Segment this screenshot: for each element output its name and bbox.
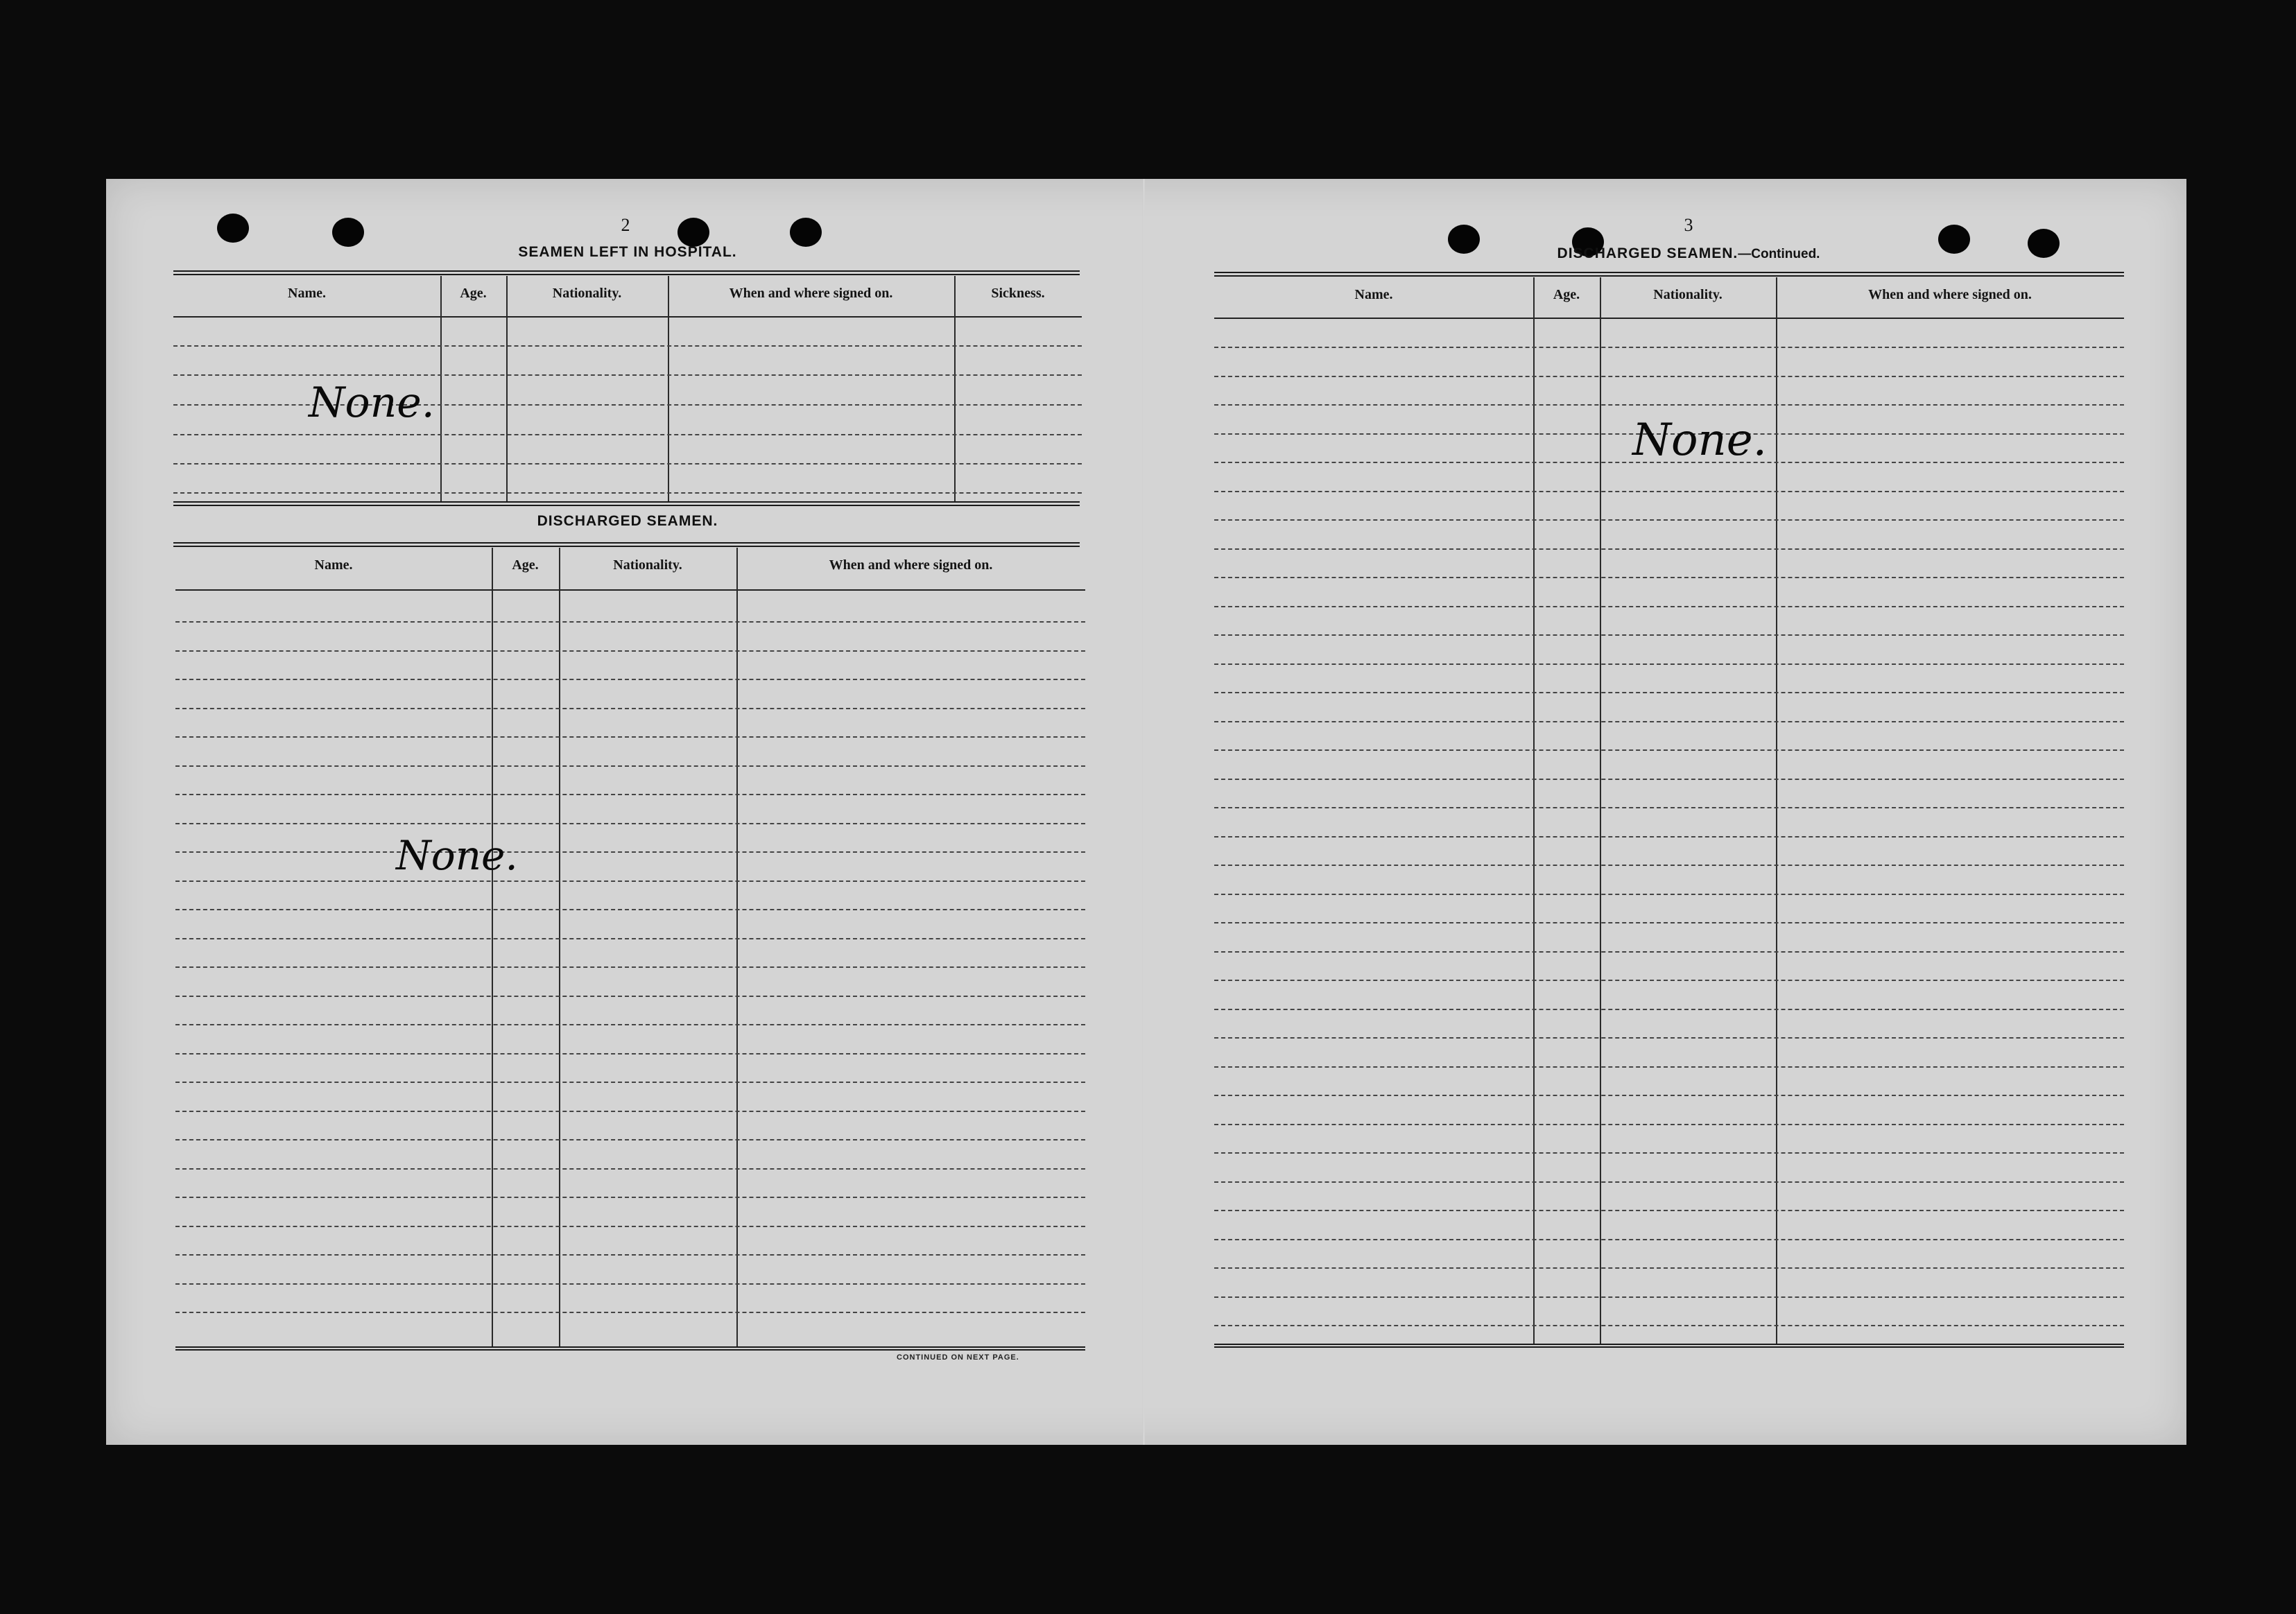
table-row xyxy=(1214,404,2124,406)
header-rule xyxy=(175,589,1085,591)
column-header-name: Name. xyxy=(288,286,326,301)
table-row xyxy=(1214,347,2124,348)
hospital-table xyxy=(173,276,1082,501)
column-header-age: Age. xyxy=(1553,287,1580,302)
page-number: 2 xyxy=(621,215,630,235)
table-bottom-rule xyxy=(175,1346,1085,1351)
table-row xyxy=(1214,951,2124,953)
table-row xyxy=(1214,836,2124,838)
column-header-nationality: Nationality. xyxy=(1653,287,1723,302)
table-row xyxy=(1214,491,2124,492)
column-header-name: Name. xyxy=(1354,287,1393,302)
handwritten-entry: None. xyxy=(1632,415,1767,466)
table-row xyxy=(1214,1152,2124,1154)
table-row xyxy=(175,909,1085,910)
table-row xyxy=(1214,577,2124,578)
discharged-title-text: DISCHARGED SEAMEN. xyxy=(1557,245,1738,261)
column-header-age: Age. xyxy=(460,286,487,301)
table-row xyxy=(175,1024,1085,1025)
table-row xyxy=(175,1082,1085,1083)
table-row xyxy=(1214,548,2124,550)
handwritten-entry: None. xyxy=(309,379,435,427)
hospital-section-title: SEAMEN LEFT IN HOSPITAL. xyxy=(518,244,737,260)
table-row xyxy=(1214,721,2124,722)
table-row xyxy=(175,1283,1085,1285)
discharged-continued-title xyxy=(1494,245,1883,262)
table-row xyxy=(1214,779,2124,780)
table-row xyxy=(175,1226,1085,1227)
column-header-name: Name. xyxy=(314,557,353,573)
column-header-nationality: Nationality. xyxy=(552,286,622,301)
table-row xyxy=(173,434,1082,435)
table-row xyxy=(175,996,1085,997)
table-row xyxy=(173,492,1082,494)
discharged-continued-table xyxy=(1214,277,2124,1344)
table-row xyxy=(1214,1037,2124,1039)
table-row xyxy=(1214,1181,2124,1183)
table-row xyxy=(1214,692,2124,693)
table-row xyxy=(175,966,1085,968)
table-row xyxy=(175,794,1085,795)
table-row xyxy=(1214,376,2124,377)
table-row xyxy=(175,1168,1085,1170)
punch-hole xyxy=(1938,225,1970,254)
table-row xyxy=(1214,922,2124,923)
table-row xyxy=(175,1312,1085,1313)
table-row xyxy=(1214,980,2124,981)
table-row xyxy=(175,938,1085,939)
table-row xyxy=(1214,519,2124,521)
table-row xyxy=(175,851,1085,853)
punch-hole xyxy=(790,218,822,247)
column-divider xyxy=(954,276,956,501)
table-row xyxy=(173,345,1082,347)
punch-hole xyxy=(677,218,709,247)
punch-hole xyxy=(1448,225,1480,254)
table-row xyxy=(175,880,1085,882)
column-header-sickness: Sickness. xyxy=(991,286,1045,301)
page-number: 3 xyxy=(1684,215,1693,235)
table-row xyxy=(175,1053,1085,1055)
table-row xyxy=(175,708,1085,709)
column-header-age: Age. xyxy=(512,557,539,573)
table-row xyxy=(1214,634,2124,636)
table-row xyxy=(1214,1210,2124,1211)
document-sheet xyxy=(106,179,2186,1445)
table-row xyxy=(175,1254,1085,1256)
table-row xyxy=(175,1197,1085,1198)
handwritten-entry: None. xyxy=(396,832,518,879)
table-row xyxy=(175,621,1085,623)
table-row xyxy=(175,1111,1085,1112)
table-row xyxy=(175,765,1085,767)
table-bottom-rule xyxy=(1214,1344,2124,1348)
table-row xyxy=(173,374,1082,376)
section-rule xyxy=(173,270,1080,275)
punch-hole xyxy=(2028,229,2060,258)
table-row xyxy=(1214,1009,2124,1010)
table-row xyxy=(1214,606,2124,607)
column-divider xyxy=(506,276,508,501)
column-header-signed-on: When and where signed on. xyxy=(1868,287,2032,302)
column-divider xyxy=(440,276,442,501)
table-row xyxy=(175,679,1085,680)
section-rule xyxy=(1214,272,2124,277)
table-row xyxy=(1214,1095,2124,1096)
section-rule xyxy=(173,501,1080,506)
continued-suffix: —Continued. xyxy=(1738,247,1820,261)
column-divider xyxy=(668,276,669,501)
table-row xyxy=(173,463,1082,465)
column-header-signed-on: When and where signed on. xyxy=(829,557,993,573)
column-header-nationality: Nationality. xyxy=(613,557,682,573)
table-row xyxy=(1214,807,2124,808)
continued-note: CONTINUED ON NEXT PAGE. xyxy=(897,1353,1019,1362)
table-row xyxy=(1214,749,2124,751)
section-rule xyxy=(173,542,1080,547)
column-divider xyxy=(1533,277,1535,1344)
center-fold xyxy=(1143,179,1145,1445)
column-divider xyxy=(1600,277,1601,1344)
table-row xyxy=(1214,1239,2124,1240)
table-row xyxy=(1214,1296,2124,1298)
table-row xyxy=(175,650,1085,652)
table-row xyxy=(1214,865,2124,866)
header-rule xyxy=(173,316,1082,318)
table-row xyxy=(1214,894,2124,895)
table-row xyxy=(1214,1124,2124,1125)
discharged-table xyxy=(175,548,1085,1346)
discharged-section-title: DISCHARGED SEAMEN. xyxy=(537,513,718,529)
table-row xyxy=(1214,1066,2124,1068)
column-divider xyxy=(1776,277,1777,1344)
table-row xyxy=(175,1139,1085,1140)
punch-hole xyxy=(332,218,364,247)
table-row xyxy=(1214,1325,2124,1326)
table-row xyxy=(175,823,1085,824)
table-row xyxy=(1214,663,2124,665)
table-row xyxy=(175,736,1085,738)
header-rule xyxy=(1214,318,2124,319)
table-row xyxy=(1214,1267,2124,1269)
column-header-signed-on: When and where signed on. xyxy=(729,286,893,301)
punch-hole xyxy=(217,214,249,243)
